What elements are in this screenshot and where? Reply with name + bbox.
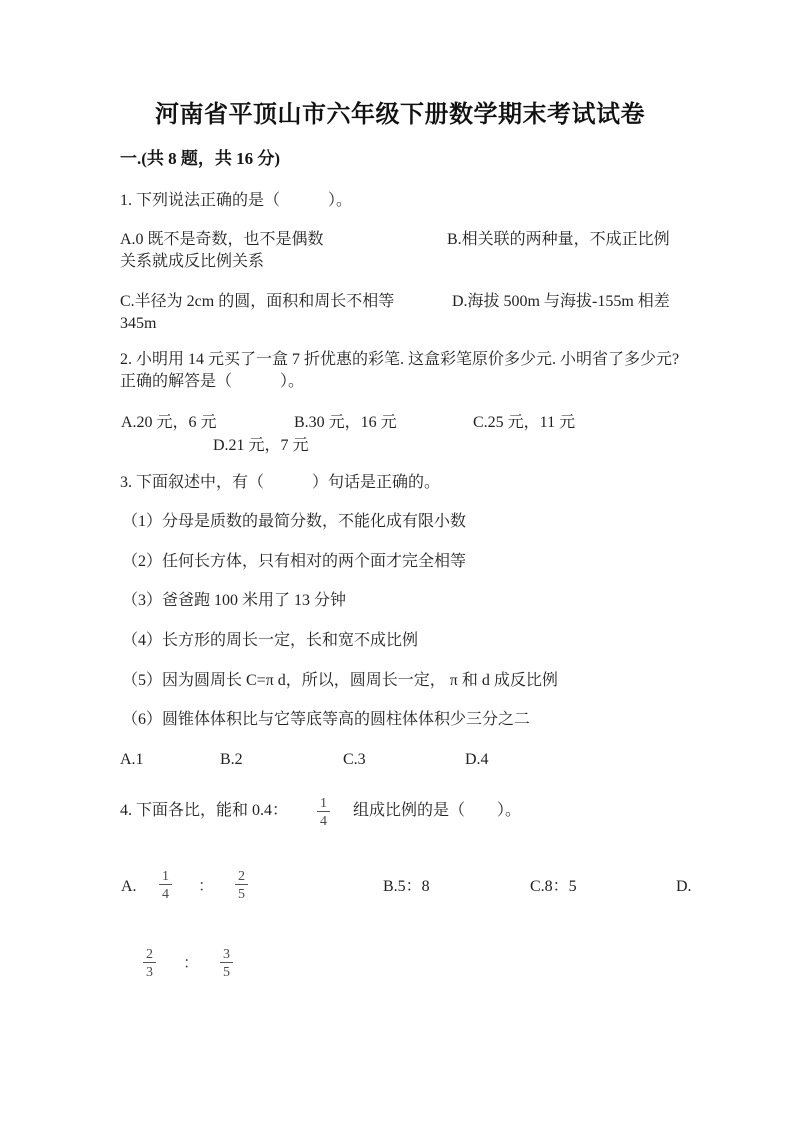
q1-stem: 1. 下列说法正确的是（ ）。 <box>120 192 353 209</box>
q3-option-c: C.3 <box>343 751 366 768</box>
q3-statement-2: （2）任何长方体，只有相对的两个面才完全相等 <box>122 553 467 570</box>
q4-option-a-label: A. <box>121 878 137 895</box>
fraction-denominator: 5 <box>220 962 233 980</box>
q2-option-c: C.25 元，11 元 <box>473 414 576 431</box>
q1-option-b-wrap: 关系就成反比例关系 <box>120 253 265 270</box>
q3-stem: 3. 下面叙述中，有（ ）句话是正确的。 <box>120 474 441 491</box>
fraction-denominator: 4 <box>317 811 330 829</box>
q4-option-d-label: D. <box>676 878 692 895</box>
q4-option-b: B.5：8 <box>383 878 430 895</box>
q1-option-c: C.半径为 2cm 的圆，面积和周长不相等 <box>120 293 395 310</box>
fraction-numerator: 1 <box>162 869 169 884</box>
q3-option-a: A.1 <box>120 751 144 768</box>
q2-stem-line1: 2. 小明用 14 元买了一盒 7 折优惠的彩笔. 这盒彩笔原价多少元. 小明省了多少元? <box>120 351 680 368</box>
q3-option-b: B.2 <box>220 751 243 768</box>
q3-statement-4: （4）长方形的周长一定，长和宽不成比例 <box>122 632 419 649</box>
q3-option-d: D.4 <box>465 751 489 768</box>
fraction-numerator: 1 <box>320 796 327 811</box>
q4-stem-prefix: 4. 下面各比，能和 0.4： <box>120 802 289 819</box>
q2-option-b: B.30 元，16 元 <box>294 414 397 431</box>
q4-option-a-fraction-2 <box>235 869 248 902</box>
fraction-numerator: 2 <box>238 869 245 884</box>
q4-option-d-fraction-2 <box>220 947 233 980</box>
fraction-numerator: 2 <box>146 947 153 962</box>
q4-option-d-ratio-colon: ： <box>183 955 200 972</box>
fraction-denominator: 5 <box>235 884 248 902</box>
q3-statement-6: （6）圆锥体体积比与它等底等高的圆柱体体积少三分之二 <box>122 711 531 728</box>
q1-option-b: B.相关联的两种量，不成正比例 <box>447 231 670 248</box>
q4-option-a-fraction-1 <box>159 869 172 902</box>
q4-option-c: C.8：5 <box>530 878 577 895</box>
fraction-denominator: 3 <box>143 962 156 980</box>
q1-option-d-wrap: 345m <box>120 315 157 332</box>
q2-stem-line2: 正确的解答是（ ）。 <box>120 373 305 390</box>
q3-statement-5: （5）因为圆周长 C=π d，所以，圆周长一定， π 和 d 成反比例 <box>122 672 558 689</box>
fraction-numerator: 3 <box>223 947 230 962</box>
q3-statement-3: （3）爸爸跑 100 米用了 13 分钟 <box>122 592 347 609</box>
q3-statement-1: （1）分母是质数的最简分数，不能化成有限小数 <box>122 513 467 530</box>
fraction-denominator: 4 <box>159 884 172 902</box>
q4-option-d-fraction-1 <box>143 947 156 980</box>
q2-option-d: D.21 元，7 元 <box>213 437 309 454</box>
q1-option-d: D.海拔 500m 与海拔-155m 相差 <box>452 293 670 310</box>
section-header: 一.(共 8 题，共 16 分) <box>120 149 281 168</box>
q4-option-a-ratio-colon: ： <box>198 878 215 895</box>
q2-option-a: A.20 元，6 元 <box>121 414 217 431</box>
q1-option-a: A.0 既不是奇数，也不是偶数 <box>120 231 324 248</box>
page-title: 河南省平顶山市六年级下册数学期末考试试卷 <box>155 102 645 128</box>
q4-stem-suffix: 组成比例的是（ ）。 <box>353 802 522 819</box>
q4-stem-fraction <box>317 796 330 829</box>
